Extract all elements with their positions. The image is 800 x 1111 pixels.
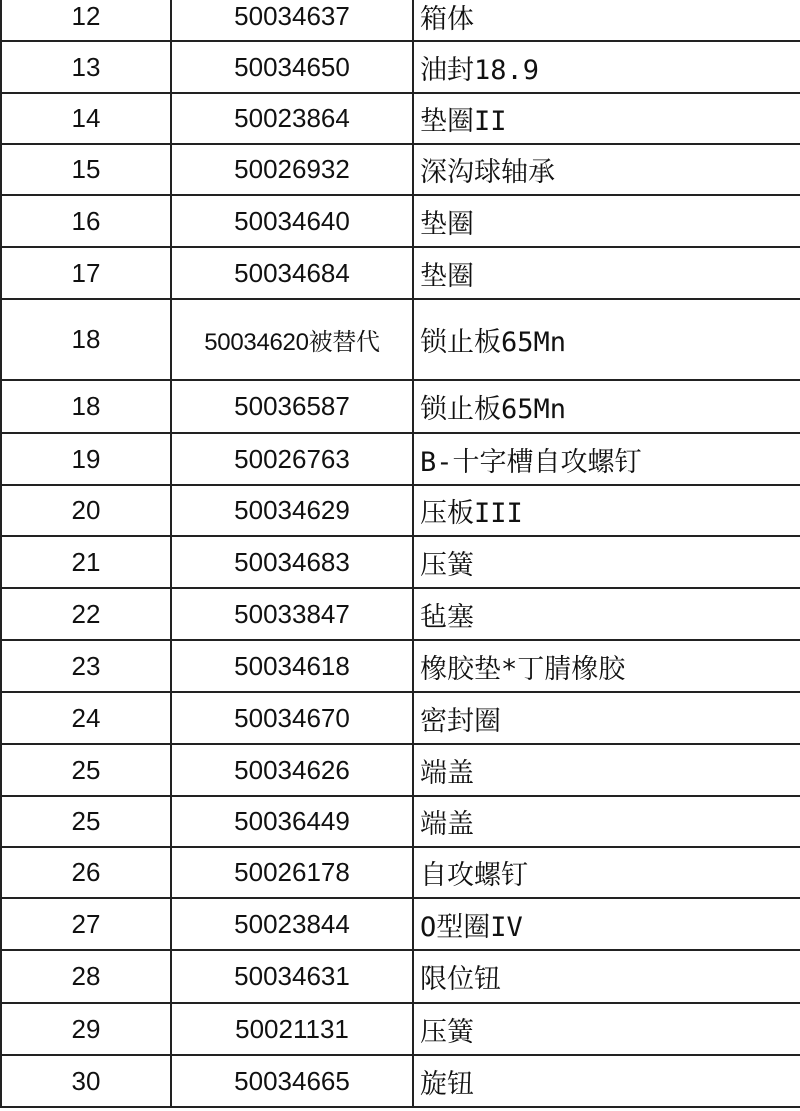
table-row xyxy=(0,248,800,300)
name-cell: 锁止板65Mn xyxy=(414,300,800,381)
code-cell: 50034618 xyxy=(172,641,414,693)
code-cell: 50034650 xyxy=(172,42,414,94)
code-cell: 50023864 xyxy=(172,94,414,145)
index-cell: 14 xyxy=(0,94,172,145)
index-cell: 30 xyxy=(0,1056,172,1108)
table-row xyxy=(0,145,800,196)
table-row xyxy=(0,381,800,434)
code-cell: 50026763 xyxy=(172,434,414,486)
name-cell: 自攻螺钉 xyxy=(414,848,800,899)
index-cell: 19 xyxy=(0,434,172,486)
table-row xyxy=(0,951,800,1004)
table-row xyxy=(0,434,800,486)
code-cell: 50034631 xyxy=(172,951,414,1004)
code-cell: 50034665 xyxy=(172,1056,414,1108)
name-cell: 橡胶垫*丁腈橡胶 xyxy=(414,641,800,693)
index-cell: 29 xyxy=(0,1004,172,1056)
name-cell: 端盖 xyxy=(414,745,800,797)
table-row xyxy=(0,486,800,537)
name-cell: 限位钮 xyxy=(414,951,800,1004)
index-cell: 18 xyxy=(0,381,172,434)
name-cell: 锁止板65Mn xyxy=(414,381,800,434)
name-cell: 垫圈 xyxy=(414,248,800,300)
code-cell: 50034640 xyxy=(172,196,414,248)
table-row xyxy=(0,94,800,145)
table-row xyxy=(0,42,800,94)
table-row xyxy=(0,693,800,745)
index-cell: 27 xyxy=(0,899,172,951)
index-cell: 28 xyxy=(0,951,172,1004)
code-cell: 50034684 xyxy=(172,248,414,300)
name-cell: 垫圈 xyxy=(414,196,800,248)
name-cell: 深沟球轴承 xyxy=(414,145,800,196)
name-cell: 油封18.9 xyxy=(414,42,800,94)
name-cell: 毡塞 xyxy=(414,589,800,641)
name-cell: B-十字槽自攻螺钉 xyxy=(414,434,800,486)
index-cell: 25 xyxy=(0,797,172,848)
name-cell: 端盖 xyxy=(414,797,800,848)
index-cell: 23 xyxy=(0,641,172,693)
index-cell: 13 xyxy=(0,42,172,94)
table-row xyxy=(0,848,800,899)
name-cell: 箱体 xyxy=(414,0,800,42)
index-cell: 25 xyxy=(0,745,172,797)
index-cell: 21 xyxy=(0,537,172,589)
code-cell: 50023844 xyxy=(172,899,414,951)
table-row xyxy=(0,899,800,951)
code-cell: 50026932 xyxy=(172,145,414,196)
table-row xyxy=(0,641,800,693)
name-cell: 密封圈 xyxy=(414,693,800,745)
code-cell: 50036449 xyxy=(172,797,414,848)
code-cell: 50034683 xyxy=(172,537,414,589)
name-cell: 压板III xyxy=(414,486,800,537)
code-cell: 50026178 xyxy=(172,848,414,899)
table-row xyxy=(0,1004,800,1056)
table-row xyxy=(0,589,800,641)
table-row xyxy=(0,1056,800,1108)
table-row xyxy=(0,745,800,797)
code-cell: 50036587 xyxy=(172,381,414,434)
index-cell: 20 xyxy=(0,486,172,537)
index-cell: 24 xyxy=(0,693,172,745)
code-cell: 50021131 xyxy=(172,1004,414,1056)
index-cell: 17 xyxy=(0,248,172,300)
table-row xyxy=(0,797,800,848)
name-cell: 垫圈II xyxy=(414,94,800,145)
name-cell: O型圈IV xyxy=(414,899,800,951)
code-cell: 50034626 xyxy=(172,745,414,797)
code-cell: 50034637 xyxy=(172,0,414,42)
index-cell: 15 xyxy=(0,145,172,196)
table-row xyxy=(0,300,800,381)
code-cell: 50034620被替代 xyxy=(172,300,414,381)
index-cell: 26 xyxy=(0,848,172,899)
code-cell: 50034629 xyxy=(172,486,414,537)
table-row xyxy=(0,196,800,248)
code-cell: 50033847 xyxy=(172,589,414,641)
index-cell: 12 xyxy=(0,0,172,42)
name-cell: 压簧 xyxy=(414,1004,800,1056)
index-cell: 18 xyxy=(0,300,172,381)
name-cell: 压簧 xyxy=(414,537,800,589)
index-cell: 16 xyxy=(0,196,172,248)
table-row xyxy=(0,0,800,42)
code-cell: 50034670 xyxy=(172,693,414,745)
index-cell: 22 xyxy=(0,589,172,641)
table-row xyxy=(0,537,800,589)
name-cell: 旋钮 xyxy=(414,1056,800,1108)
